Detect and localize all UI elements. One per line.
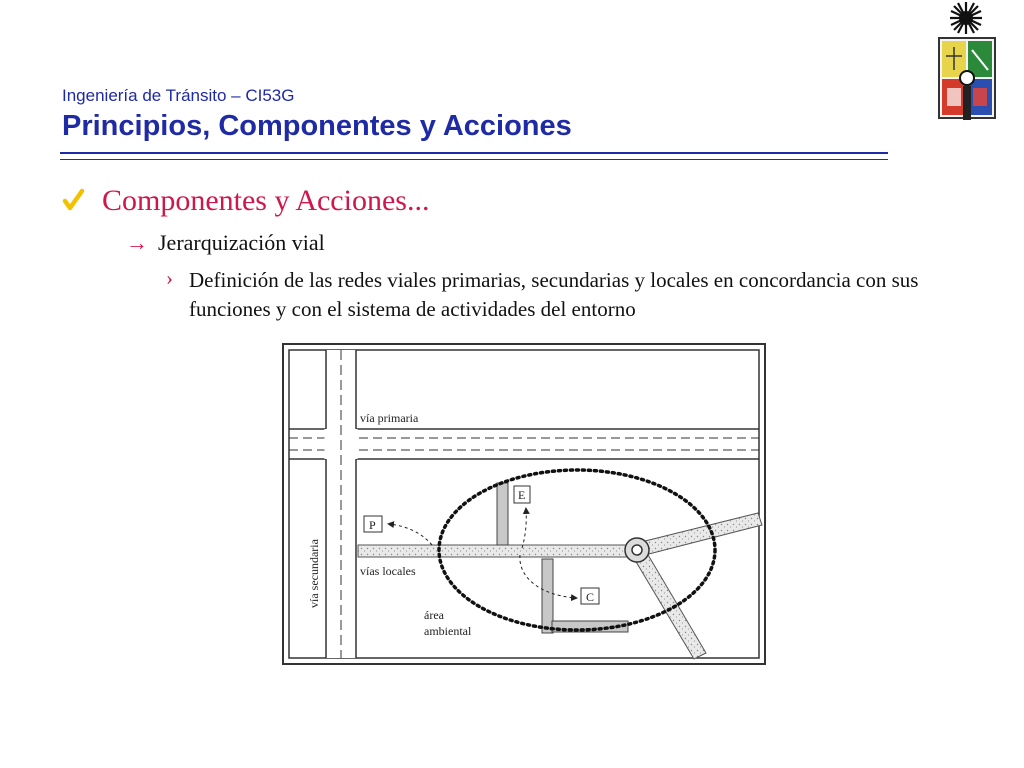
box-c-label: C bbox=[586, 590, 595, 604]
slide-title: Principios, Componentes y Acciones bbox=[62, 110, 572, 142]
bullet-level1-text: Componentes y Acciones... bbox=[102, 184, 430, 217]
arrow-bullet-icon: → bbox=[126, 230, 148, 255]
bullet-level3-text: Definición de las redes viales primarias, secundarias y locales en concordancia con sus funciones y con el sistema de actividades del entorno bbox=[189, 268, 919, 321]
secondary-road-label: vía secundaria bbox=[307, 539, 321, 608]
chevron-bullet-icon: › bbox=[166, 266, 173, 290]
university-crest-icon bbox=[930, 0, 1006, 126]
road-hierarchy-diagram bbox=[282, 343, 766, 665]
secondary-road bbox=[326, 350, 356, 658]
checkmark-bullet-icon bbox=[62, 188, 86, 212]
primary-road-label: vía primaria bbox=[360, 411, 419, 425]
bullet-level2-text: Jerarquización vial bbox=[158, 230, 325, 255]
box-p-label: P bbox=[369, 518, 376, 532]
area-label-line2: ambiental bbox=[424, 624, 472, 638]
course-subtitle: Ingeniería de Tránsito – CI53G bbox=[62, 86, 295, 105]
title-divider-thick bbox=[60, 152, 888, 154]
title-divider-thin bbox=[60, 159, 888, 160]
area-label-line1: área bbox=[424, 608, 444, 622]
box-e-label: E bbox=[518, 488, 526, 502]
local-roads-label: vías locales bbox=[360, 564, 416, 578]
